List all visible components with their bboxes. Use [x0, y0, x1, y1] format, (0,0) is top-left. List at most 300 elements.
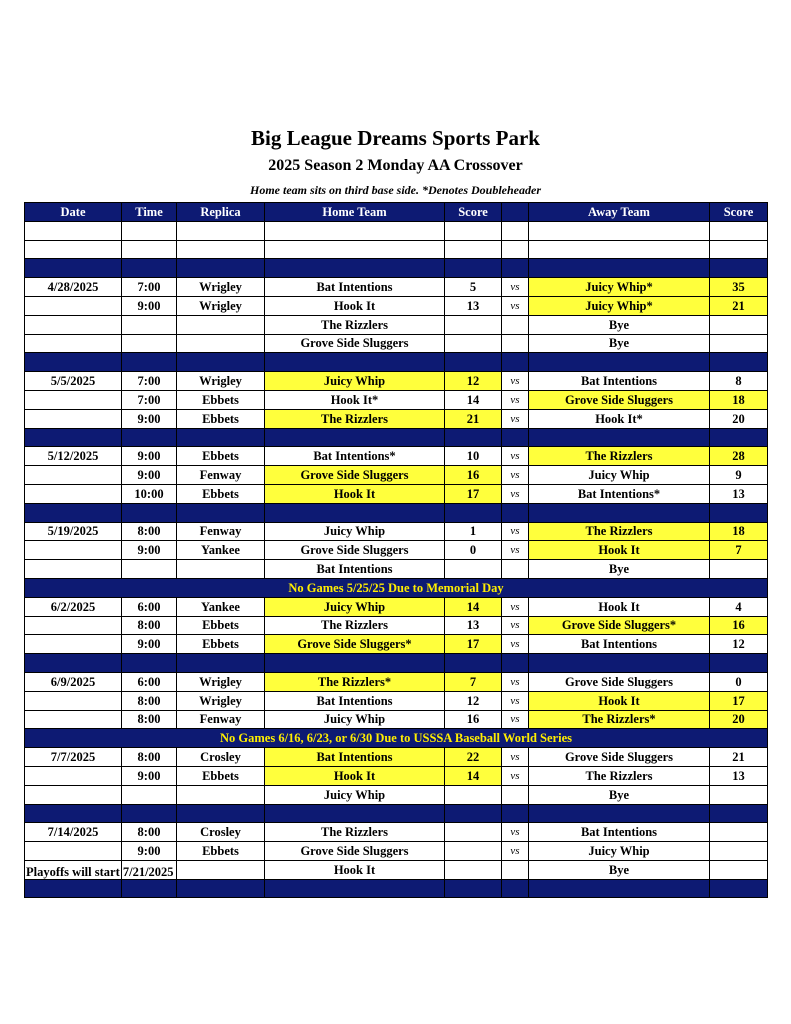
- home-team-cell: Hook It*: [265, 390, 445, 409]
- replica-cell: Wrigley: [177, 278, 265, 297]
- away-score-cell: 9: [710, 466, 768, 485]
- home-score-cell: 17: [445, 635, 502, 654]
- notice-text: No Games 5/25/25 Due to Memorial Day: [25, 578, 768, 597]
- separator-cell: [265, 503, 445, 522]
- date-cell: [25, 409, 122, 428]
- header-note: Home team sits on third base side. *Denotes Doubleheader: [250, 183, 541, 197]
- separator-cell: [265, 879, 445, 898]
- separator-cell: [122, 804, 177, 823]
- vs-cell: vs: [502, 390, 529, 409]
- away-team-cell: Juicy Whip*: [529, 296, 710, 315]
- replica-cell: Ebbets: [177, 842, 265, 861]
- game-row: [25, 785, 768, 804]
- replica-cell: Ebbets: [177, 390, 265, 409]
- date-cell: 5/19/2025: [25, 522, 122, 541]
- away-score-cell: 13: [710, 766, 768, 785]
- date-cell: [25, 691, 122, 710]
- time-cell: 8:00: [122, 691, 177, 710]
- away-score-cell: 16: [710, 616, 768, 635]
- replica-cell: [177, 860, 265, 879]
- date-cell: [25, 315, 122, 334]
- away-score-cell: 13: [710, 484, 768, 503]
- separator-cell: [177, 259, 265, 278]
- replica-cell: Crosley: [177, 823, 265, 842]
- away-team-cell: Bat Intentions*: [529, 484, 710, 503]
- away-team-cell: Bat Intentions: [529, 635, 710, 654]
- date-cell: [25, 484, 122, 503]
- date-cell: 7/7/2025: [25, 748, 122, 767]
- time-cell: 9:00: [122, 296, 177, 315]
- separator-cell: [445, 259, 502, 278]
- replica-cell: Yankee: [177, 597, 265, 616]
- time-cell: 7:00: [122, 390, 177, 409]
- separator-cell: [25, 804, 122, 823]
- away-score-cell: 35: [710, 278, 768, 297]
- notice-row: [25, 729, 768, 748]
- separator-cell: [710, 503, 768, 522]
- away-score-cell: [710, 842, 768, 861]
- col-header-date: Date: [25, 203, 122, 222]
- col-header-away-score: Score: [710, 203, 768, 222]
- home-team-cell: The Rizzlers: [265, 315, 445, 334]
- replica-cell: Fenway: [177, 522, 265, 541]
- separator-cell: [177, 654, 265, 673]
- separator-cell: [502, 259, 529, 278]
- away-score-cell: 21: [710, 748, 768, 767]
- empty-cell: [122, 221, 177, 240]
- replica-cell: [177, 785, 265, 804]
- vs-cell: [502, 315, 529, 334]
- away-score-cell: 7: [710, 541, 768, 560]
- away-team-cell: Bye: [529, 334, 710, 353]
- game-row: [25, 278, 768, 297]
- vs-cell: vs: [502, 842, 529, 861]
- date-cell: [25, 635, 122, 654]
- vs-cell: vs: [502, 691, 529, 710]
- home-team-cell: The Rizzlers*: [265, 672, 445, 691]
- home-score-cell: [445, 860, 502, 879]
- home-team-cell: Hook It: [265, 296, 445, 315]
- empty-cell: [502, 240, 529, 259]
- away-team-cell: Bye: [529, 315, 710, 334]
- separator-cell: [710, 654, 768, 673]
- vs-cell: vs: [502, 672, 529, 691]
- game-row: [25, 409, 768, 428]
- away-team-cell: Grove Side Sluggers: [529, 390, 710, 409]
- away-score-cell: [710, 315, 768, 334]
- replica-cell: Fenway: [177, 710, 265, 729]
- vs-cell: [502, 560, 529, 579]
- away-team-cell: Hook It*: [529, 409, 710, 428]
- empty-cell: [122, 240, 177, 259]
- away-score-cell: 18: [710, 522, 768, 541]
- away-team-cell: Juicy Whip: [529, 466, 710, 485]
- home-score-cell: 22: [445, 748, 502, 767]
- date-cell: [25, 785, 122, 804]
- separator-cell: [710, 879, 768, 898]
- notice-row: [25, 578, 768, 597]
- col-header-replica: Replica: [177, 203, 265, 222]
- home-team-cell: The Rizzlers: [265, 823, 445, 842]
- home-score-cell: [445, 315, 502, 334]
- vs-cell: vs: [502, 466, 529, 485]
- away-score-cell: 28: [710, 447, 768, 466]
- time-cell: [122, 334, 177, 353]
- empty-cell: [265, 240, 445, 259]
- away-team-cell: Grove Side Sluggers: [529, 748, 710, 767]
- game-row: [25, 296, 768, 315]
- away-score-cell: 12: [710, 635, 768, 654]
- replica-cell: Ebbets: [177, 766, 265, 785]
- separator-cell: [122, 879, 177, 898]
- away-team-cell: Bye: [529, 860, 710, 879]
- home-team-cell: Juicy Whip: [265, 597, 445, 616]
- home-score-cell: 16: [445, 710, 502, 729]
- separator-cell: [502, 804, 529, 823]
- separator-cell: [177, 804, 265, 823]
- home-score-cell: 14: [445, 390, 502, 409]
- date-cell: 6/2/2025: [25, 597, 122, 616]
- date-cell: [25, 334, 122, 353]
- away-team-cell: Juicy Whip: [529, 842, 710, 861]
- away-team-cell: Grove Side Sluggers*: [529, 616, 710, 635]
- separator-cell: [177, 353, 265, 372]
- separator-cell: [25, 654, 122, 673]
- vs-cell: vs: [502, 278, 529, 297]
- time-cell: [122, 785, 177, 804]
- away-score-cell: [710, 334, 768, 353]
- home-score-cell: [445, 560, 502, 579]
- separator-cell: [265, 804, 445, 823]
- replica-cell: Ebbets: [177, 447, 265, 466]
- separator-cell: [502, 654, 529, 673]
- home-team-cell: Grove Side Sluggers: [265, 541, 445, 560]
- replica-cell: Wrigley: [177, 296, 265, 315]
- separator-cell: [710, 259, 768, 278]
- home-team-cell: The Rizzlers: [265, 409, 445, 428]
- game-row: [25, 672, 768, 691]
- game-row: [25, 710, 768, 729]
- replica-cell: Ebbets: [177, 635, 265, 654]
- vs-cell: vs: [502, 447, 529, 466]
- date-cell: 7/14/2025: [25, 823, 122, 842]
- date-cell: [25, 616, 122, 635]
- separator-cell: [529, 654, 710, 673]
- game-row: [25, 334, 768, 353]
- empty-cell: [25, 221, 122, 240]
- week-separator-row: [25, 879, 768, 898]
- date-cell: [25, 541, 122, 560]
- col-header-time: Time: [122, 203, 177, 222]
- home-score-cell: [445, 334, 502, 353]
- replica-cell: Wrigley: [177, 372, 265, 391]
- game-row: [25, 616, 768, 635]
- home-score-cell: 14: [445, 766, 502, 785]
- separator-cell: [710, 428, 768, 447]
- time-cell: 8:00: [122, 823, 177, 842]
- away-score-cell: [710, 860, 768, 879]
- home-score-cell: 16: [445, 466, 502, 485]
- away-team-cell: Juicy Whip*: [529, 278, 710, 297]
- home-team-cell: Juicy Whip: [265, 372, 445, 391]
- replica-cell: Wrigley: [177, 691, 265, 710]
- date-cell: 4/28/2025: [25, 278, 122, 297]
- time-cell: 9:00: [122, 766, 177, 785]
- home-team-cell: Hook It: [265, 766, 445, 785]
- away-score-cell: 20: [710, 710, 768, 729]
- vs-cell: vs: [502, 372, 529, 391]
- empty-cell: [25, 240, 122, 259]
- separator-cell: [177, 879, 265, 898]
- away-team-cell: Hook It: [529, 541, 710, 560]
- separator-cell: [529, 428, 710, 447]
- away-score-cell: 0: [710, 672, 768, 691]
- home-team-cell: The Rizzlers: [265, 616, 445, 635]
- home-team-cell: Bat Intentions: [265, 278, 445, 297]
- home-team-cell: Juicy Whip: [265, 710, 445, 729]
- separator-cell: [445, 654, 502, 673]
- separator-cell: [265, 259, 445, 278]
- game-row: [25, 691, 768, 710]
- empty-cell: [265, 221, 445, 240]
- separator-cell: [122, 428, 177, 447]
- separator-cell: [445, 879, 502, 898]
- page-subtitle: 2025 Season 2 Monday AA Crossover: [268, 157, 523, 174]
- col-header-home-score: Score: [445, 203, 502, 222]
- home-team-cell: Hook It: [265, 860, 445, 879]
- empty-cell: [529, 221, 710, 240]
- separator-cell: [265, 428, 445, 447]
- vs-cell: vs: [502, 823, 529, 842]
- away-score-cell: 21: [710, 296, 768, 315]
- home-team-cell: Bat Intentions: [265, 691, 445, 710]
- home-score-cell: 0: [445, 541, 502, 560]
- home-score-cell: 7: [445, 672, 502, 691]
- game-row: [25, 522, 768, 541]
- separator-cell: [25, 879, 122, 898]
- separator-cell: [445, 503, 502, 522]
- game-row: [25, 484, 768, 503]
- replica-cell: Fenway: [177, 466, 265, 485]
- separator-cell: [710, 353, 768, 372]
- date-cell: 5/5/2025: [25, 372, 122, 391]
- separator-cell: [529, 353, 710, 372]
- away-score-cell: [710, 823, 768, 842]
- week-separator-row: [25, 353, 768, 372]
- week-separator-row: [25, 804, 768, 823]
- time-cell: 9:00: [122, 842, 177, 861]
- away-team-cell: Bye: [529, 785, 710, 804]
- separator-cell: [25, 503, 122, 522]
- date-cell: 5/12/2025: [25, 447, 122, 466]
- home-score-cell: [445, 785, 502, 804]
- game-row: [25, 597, 768, 616]
- separator-cell: [529, 804, 710, 823]
- empty-row: [25, 240, 768, 259]
- replica-cell: [177, 315, 265, 334]
- week-separator-row: [25, 503, 768, 522]
- empty-cell: [445, 221, 502, 240]
- time-cell: 6:00: [122, 597, 177, 616]
- separator-cell: [25, 353, 122, 372]
- game-row: [25, 447, 768, 466]
- date-cell: 6/9/2025: [25, 672, 122, 691]
- table-header-row: [25, 203, 768, 222]
- home-score-cell: [445, 823, 502, 842]
- time-cell: 9:00: [122, 541, 177, 560]
- replica-cell: Crosley: [177, 748, 265, 767]
- game-row: [25, 466, 768, 485]
- home-score-cell: 12: [445, 372, 502, 391]
- home-team-cell: Grove Side Sluggers: [265, 466, 445, 485]
- date-cell: [25, 390, 122, 409]
- empty-cell: [177, 221, 265, 240]
- separator-cell: [445, 353, 502, 372]
- time-cell: 9:00: [122, 466, 177, 485]
- separator-cell: [529, 879, 710, 898]
- schedule-table: [24, 202, 768, 898]
- game-row: [25, 842, 768, 861]
- replica-cell: [177, 334, 265, 353]
- separator-cell: [25, 259, 122, 278]
- notice-text: No Games 6/16, 6/23, or 6/30 Due to USSSA Baseball World Series: [25, 729, 768, 748]
- away-team-cell: The Rizzlers: [529, 447, 710, 466]
- vs-cell: vs: [502, 597, 529, 616]
- time-cell: 7:00: [122, 372, 177, 391]
- replica-cell: Ebbets: [177, 616, 265, 635]
- date-cell: [25, 766, 122, 785]
- away-team-cell: Grove Side Sluggers: [529, 672, 710, 691]
- time-cell: 6:00: [122, 672, 177, 691]
- playoffs-note: Playoffs will start 7/21/2025: [26, 865, 174, 879]
- separator-cell: [122, 259, 177, 278]
- week-separator-row: [25, 428, 768, 447]
- away-team-cell: The Rizzlers: [529, 766, 710, 785]
- separator-cell: [25, 428, 122, 447]
- separator-cell: [265, 654, 445, 673]
- vs-cell: vs: [502, 296, 529, 315]
- separator-cell: [122, 353, 177, 372]
- away-team-cell: The Rizzlers: [529, 522, 710, 541]
- date-cell: [25, 296, 122, 315]
- away-team-cell: Bat Intentions: [529, 823, 710, 842]
- vs-cell: vs: [502, 616, 529, 635]
- separator-cell: [502, 353, 529, 372]
- separator-cell: [529, 259, 710, 278]
- time-cell: 7:00: [122, 278, 177, 297]
- home-team-cell: Grove Side Sluggers*: [265, 635, 445, 654]
- empty-cell: [177, 240, 265, 259]
- page-title: Big League Dreams Sports Park: [251, 126, 540, 150]
- separator-cell: [445, 428, 502, 447]
- game-row: [25, 560, 768, 579]
- week-separator-row: [25, 259, 768, 278]
- game-row: [25, 315, 768, 334]
- time-cell: [122, 315, 177, 334]
- vs-cell: vs: [502, 710, 529, 729]
- separator-cell: [265, 353, 445, 372]
- away-score-cell: [710, 560, 768, 579]
- date-cell: [25, 560, 122, 579]
- away-team-cell: Bat Intentions: [529, 372, 710, 391]
- home-score-cell: 13: [445, 296, 502, 315]
- vs-cell: vs: [502, 484, 529, 503]
- time-cell: 9:00: [122, 635, 177, 654]
- replica-cell: [177, 560, 265, 579]
- date-cell: [25, 710, 122, 729]
- separator-cell: [122, 503, 177, 522]
- game-row: [25, 541, 768, 560]
- time-cell: 10:00: [122, 484, 177, 503]
- away-score-cell: 4: [710, 597, 768, 616]
- away-score-cell: 17: [710, 691, 768, 710]
- home-score-cell: 5: [445, 278, 502, 297]
- separator-cell: [502, 503, 529, 522]
- replica-cell: Ebbets: [177, 409, 265, 428]
- away-team-cell: Hook It: [529, 691, 710, 710]
- time-cell: 8:00: [122, 616, 177, 635]
- vs-cell: vs: [502, 409, 529, 428]
- away-team-cell: The Rizzlers*: [529, 710, 710, 729]
- home-team-cell: Grove Side Sluggers: [265, 334, 445, 353]
- empty-cell: [710, 221, 768, 240]
- separator-cell: [177, 428, 265, 447]
- game-row: [25, 766, 768, 785]
- game-row: [25, 372, 768, 391]
- home-team-cell: Bat Intentions*: [265, 447, 445, 466]
- game-row: [25, 823, 768, 842]
- empty-cell: [502, 221, 529, 240]
- home-score-cell: 17: [445, 484, 502, 503]
- time-cell: 9:00: [122, 409, 177, 428]
- home-team-cell: Hook It: [265, 484, 445, 503]
- vs-cell: vs: [502, 635, 529, 654]
- separator-cell: [710, 804, 768, 823]
- separator-cell: [177, 503, 265, 522]
- time-cell: 8:00: [122, 710, 177, 729]
- away-team-cell: Bye: [529, 560, 710, 579]
- home-score-cell: 13: [445, 616, 502, 635]
- home-team-cell: Bat Intentions: [265, 748, 445, 767]
- vs-cell: vs: [502, 766, 529, 785]
- time-cell: [122, 560, 177, 579]
- date-cell: [25, 466, 122, 485]
- empty-row: [25, 221, 768, 240]
- home-score-cell: 10: [445, 447, 502, 466]
- vs-cell: [502, 785, 529, 804]
- schedule-body: [25, 221, 768, 898]
- vs-cell: vs: [502, 541, 529, 560]
- home-team-cell: Juicy Whip: [265, 785, 445, 804]
- separator-cell: [502, 879, 529, 898]
- empty-cell: [445, 240, 502, 259]
- away-score-cell: 18: [710, 390, 768, 409]
- separator-cell: [502, 428, 529, 447]
- away-score-cell: 8: [710, 372, 768, 391]
- vs-cell: vs: [502, 522, 529, 541]
- home-team-cell: Grove Side Sluggers: [265, 842, 445, 861]
- separator-cell: [529, 503, 710, 522]
- vs-cell: [502, 860, 529, 879]
- game-row: [25, 635, 768, 654]
- game-row: [25, 748, 768, 767]
- home-score-cell: 12: [445, 691, 502, 710]
- home-score-cell: 1: [445, 522, 502, 541]
- away-score-cell: 20: [710, 409, 768, 428]
- away-score-cell: [710, 785, 768, 804]
- vs-cell: [502, 334, 529, 353]
- replica-cell: Wrigley: [177, 672, 265, 691]
